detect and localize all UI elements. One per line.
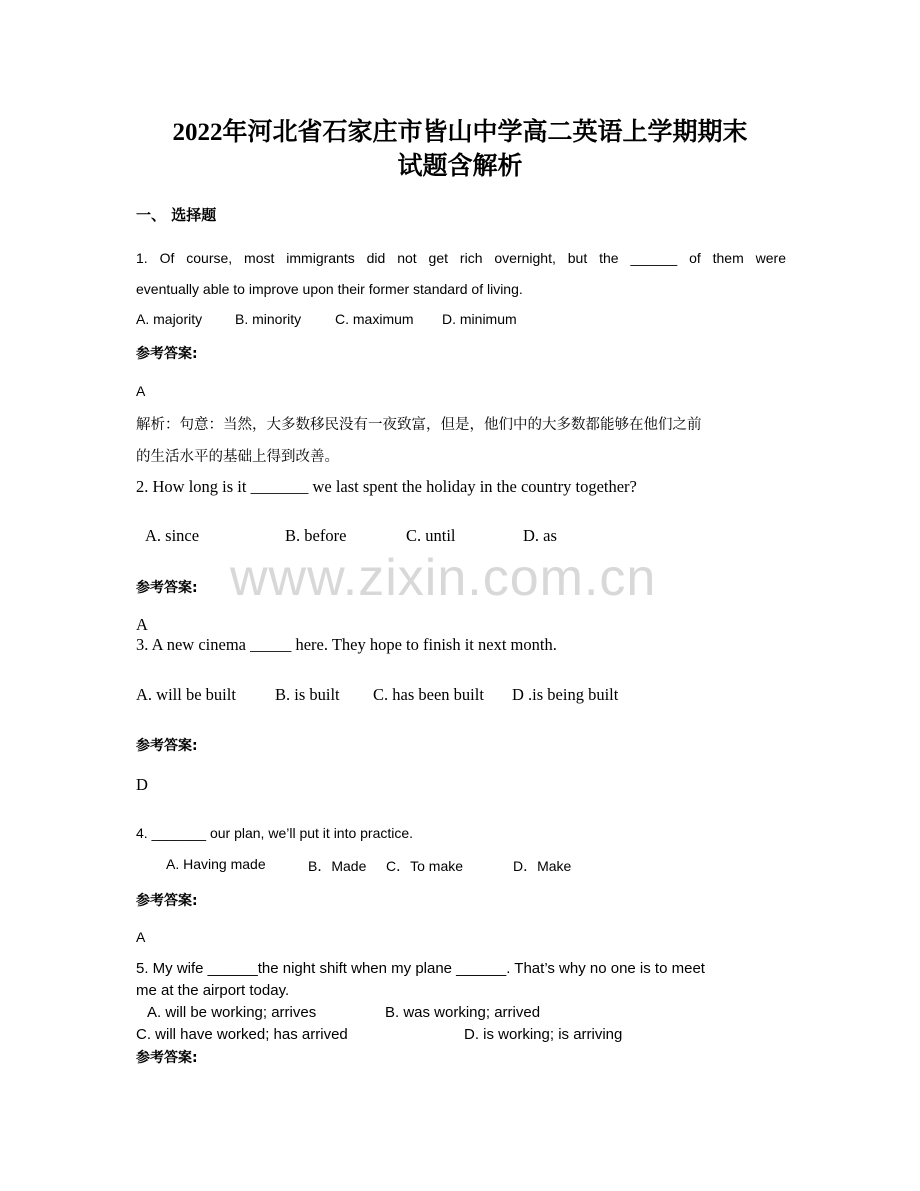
q1-explanation-line1: 解析：句意：当然，大多数移民没有一夜致富，但是，他们中的大多数都能够在他们之前 [136,417,702,433]
q4-answer: A [136,929,146,945]
q1-text-line2: eventually able to improve upon their former standard of living. [136,281,523,297]
q1-answer: A [136,383,146,399]
q3-answer-label: 参考答案: [136,738,198,754]
q2-options [136,526,736,548]
q3-option-d: D .is being built [512,685,619,704]
q2-option-a: A. since [145,526,200,545]
q3-option-a: A. will be built [136,685,236,704]
q4-option-a: A. Having made [166,856,266,872]
q2-answer: A [136,615,148,634]
q1-option-b: B. minority [235,311,302,327]
q1-text-line1: 1. Of course, most immigrants did not get rich overnight, but the ______ of them were [136,250,786,266]
q3-options [136,685,736,707]
q5-option-d: D. is working; is arriving [464,1026,623,1043]
watermark: www.zixin.com.cn [230,549,657,607]
q3-text: 3. A new cinema _____ here. They hope to finish it next month. [136,635,557,654]
q5-option-c: C. will have worked; has arrived [136,1026,348,1043]
section-heading: 一、 选择题 [136,206,217,224]
q4-text: 4. _______ our plan, we’ll put it into practice. [136,825,414,841]
q2-text: 2. How long is it _______ we last spent the holiday in the country together? [136,477,637,496]
q3-answer: D [136,775,148,794]
q5-text-line2: me at the airport today. [136,982,290,999]
q1-option-c: C. maximum [335,311,414,327]
q4-option-c: C．To make [386,858,464,874]
q1-answer-label: 参考答案: [136,346,198,362]
q5-options [136,1004,756,1048]
q3-option-b: B. is built [275,685,340,704]
q5-text-line1: 5. My wife ______the night shift when my plane ______. That’s why no one is to meet [136,960,705,977]
q1-option-d: D. minimum [442,311,517,327]
title-line-1: 2022年河北省石家庄市皆山中学高二英语上学期期末 [172,119,748,146]
q1-explanation-line2: 的生活水平的基础上得到改善。 [136,449,339,465]
q5-option-a: A. will be working; arrives [147,1004,317,1021]
q4-answer-label: 参考答案: [136,893,198,909]
q4-option-b: B．Made [308,858,367,874]
q2-option-c: C. until [406,526,456,545]
q1-options [136,311,736,331]
q4-options [136,856,736,876]
title-line-2: 试题含解析 [397,153,523,180]
q4-option-d: D．Make [513,858,572,874]
q5-answer-label: 参考答案: [136,1050,198,1066]
q2-option-b: B. before [285,526,347,545]
q5-option-b: B. was working; arrived [385,1004,541,1021]
q2-option-d: D. as [523,526,557,545]
q2-answer-label: 参考答案: [136,580,198,596]
q1-option-a: A. majority [136,311,203,327]
q3-option-c: C. has been built [373,685,484,704]
